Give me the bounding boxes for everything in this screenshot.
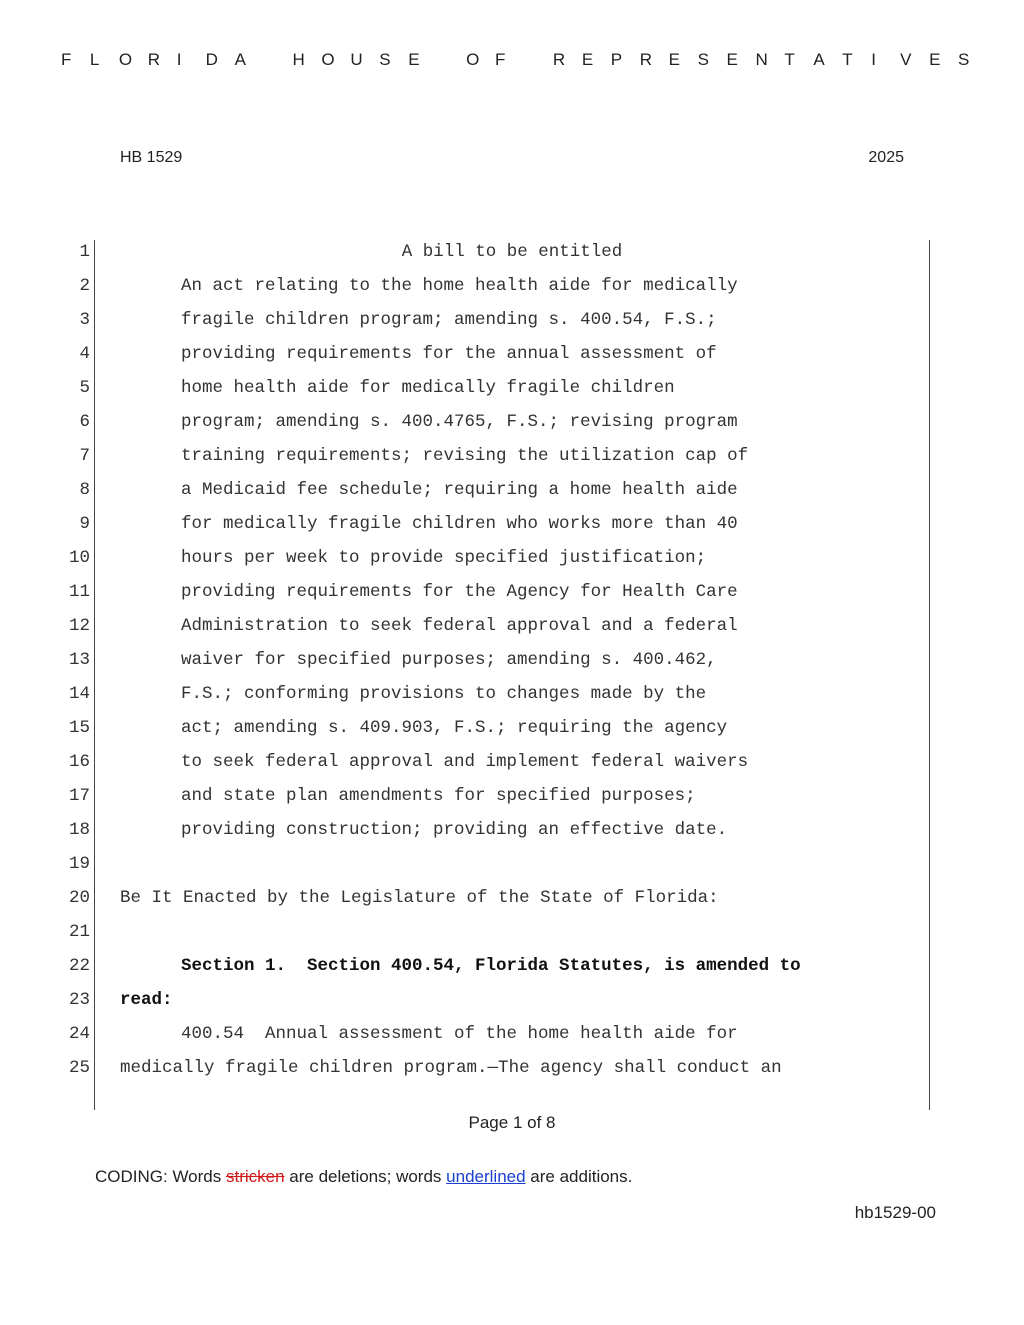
- text-line: [0, 439, 1024, 473]
- line-number: 7: [79, 446, 90, 466]
- banner-letter: L: [89, 50, 100, 69]
- line-text: training requirements; revising the utilization cap of: [181, 446, 749, 466]
- banner-letter: S: [958, 50, 970, 69]
- line-number: 23: [68, 990, 90, 1010]
- section-heading: read:: [120, 990, 173, 1010]
- banner-letter: H: [292, 50, 305, 69]
- text-line: [0, 643, 1024, 677]
- line-number: 2: [79, 276, 90, 296]
- banner-letter: R: [552, 50, 566, 69]
- text-line: [0, 269, 1024, 303]
- coding-suffix: are additions.: [525, 1167, 633, 1186]
- document-id: hb1529-00: [854, 1203, 936, 1222]
- stricken-sample: stricken: [225, 1167, 285, 1186]
- banner-letter: T: [784, 50, 795, 69]
- text-line: [0, 235, 1024, 269]
- line-number: 3: [79, 310, 90, 330]
- banner-letter: R: [147, 50, 161, 69]
- text-line: [0, 303, 1024, 337]
- line-number: 14: [68, 684, 90, 704]
- banner-letter: E: [668, 50, 680, 69]
- line-number: 10: [68, 548, 90, 568]
- line-number: 19: [68, 854, 90, 874]
- line-text: program; amending s. 400.4765, F.S.; revising program: [181, 412, 738, 432]
- line-text: F.S.; conforming provisions to changes made by the: [181, 684, 707, 704]
- banner-letter: O: [321, 50, 335, 69]
- text-line: [0, 575, 1024, 609]
- banner-letter: E: [408, 50, 420, 69]
- text-line: [0, 405, 1024, 439]
- line-text: act; amending s. 409.903, F.S.; requiring the agency: [181, 718, 728, 738]
- line-number: 21: [68, 922, 90, 942]
- banner-letter: A: [234, 50, 246, 69]
- banner-letter: D: [205, 50, 218, 69]
- banner-letter: O: [118, 50, 133, 69]
- line-text: fragile children program; amending s. 400.54, F.S.;: [181, 310, 717, 330]
- banner-letter: S: [697, 50, 709, 69]
- line-text: waiver for specified purposes; amending s. 400.462,: [181, 650, 717, 670]
- line-number: 12: [68, 616, 90, 636]
- chamber-banner: [0, 50, 1024, 74]
- line-text: a Medicaid fee schedule; requiring a home health aide: [181, 480, 738, 500]
- bill-text: [0, 235, 1024, 1085]
- line-text: providing requirements for the annual assessment of: [181, 344, 717, 364]
- line-number: 20: [68, 888, 90, 908]
- banner-letter: F: [61, 50, 72, 69]
- text-line: [0, 609, 1024, 643]
- coding-legend: [95, 1167, 632, 1187]
- banner-letter: E: [581, 50, 594, 69]
- line-number: 15: [68, 718, 90, 738]
- text-line: [0, 1051, 1024, 1085]
- text-line: [0, 473, 1024, 507]
- line-text: and state plan amendments for specified purposes;: [181, 786, 696, 806]
- line-number: 4: [79, 344, 90, 364]
- text-line: [0, 813, 1024, 847]
- underlined-sample: underlined: [446, 1167, 526, 1186]
- line-text: to seek federal approval and implement federal waivers: [181, 752, 749, 772]
- text-line: [0, 881, 1024, 915]
- line-text: medically fragile children program.—The agency shall conduct an: [120, 1058, 782, 1078]
- line-number: 8: [79, 480, 90, 500]
- line-number: 1: [79, 242, 90, 262]
- line-text: providing construction; providing an effective date.: [181, 820, 728, 840]
- line-number: 25: [68, 1058, 90, 1078]
- banner-letter: R: [639, 50, 652, 69]
- line-number: 16: [68, 752, 90, 772]
- banner-letter: I: [176, 50, 182, 69]
- banner-letter: U: [350, 50, 363, 69]
- text-line: [0, 711, 1024, 745]
- line-text: hours per week to provide specified justification;: [181, 548, 707, 568]
- line-number: 22: [68, 956, 90, 976]
- section-heading: Section 1. Section 400.54, Florida Statutes, is amended to: [181, 956, 801, 976]
- page-indicator: Page 1 of 8: [468, 1113, 556, 1132]
- line-text: 400.54 Annual assessment of the home health aide for: [181, 1024, 738, 1044]
- text-line: [0, 1017, 1024, 1051]
- text-line: [0, 337, 1024, 371]
- banner-letter: P: [610, 50, 623, 69]
- text-line: [0, 949, 1024, 983]
- line-number: 5: [79, 378, 90, 398]
- text-line: [0, 915, 1024, 949]
- session-year: 2025: [868, 149, 904, 166]
- text-line: [0, 983, 1024, 1017]
- line-text: Administration to seek federal approval and a federal: [181, 616, 738, 636]
- banner-letter: E: [726, 50, 738, 69]
- line-number: 24: [68, 1024, 90, 1044]
- banner-letter: T: [842, 50, 853, 69]
- banner-letter: O: [466, 50, 480, 69]
- line-number: 6: [79, 412, 90, 432]
- text-line: [0, 847, 1024, 881]
- banner-letter: S: [379, 50, 391, 69]
- text-line: [0, 371, 1024, 405]
- banner-letter: A: [813, 50, 825, 69]
- banner-letter: E: [929, 50, 941, 69]
- text-line: [0, 745, 1024, 779]
- text-line: [0, 779, 1024, 813]
- banner-letter: N: [755, 50, 768, 69]
- text-line: [0, 677, 1024, 711]
- enacting-clause: Be It Enacted by the Legislature of the State of Florida:: [120, 888, 719, 908]
- bill-number: HB 1529: [120, 149, 183, 166]
- text-line: [0, 541, 1024, 575]
- banner-letter: F: [495, 50, 506, 69]
- line-text: providing requirements for the Agency for Health Care: [181, 582, 738, 602]
- banner-letter: V: [900, 50, 912, 69]
- line-number: 9: [79, 514, 90, 534]
- line-number: 13: [68, 650, 90, 670]
- banner-letter: I: [871, 50, 876, 69]
- line-text: home health aide for medically fragile children: [181, 378, 675, 398]
- line-text: An act relating to the home health aide for medically: [181, 276, 738, 296]
- text-line: [0, 507, 1024, 541]
- bill-title: A bill to be entitled: [401, 242, 623, 262]
- line-text: for medically fragile children who works more than 40: [181, 514, 738, 534]
- coding-middle: are deletions; words: [284, 1167, 447, 1186]
- line-number: 18: [68, 820, 90, 840]
- coding-prefix: CODING: Words: [95, 1167, 226, 1186]
- line-number: 11: [68, 582, 90, 602]
- line-number: 17: [68, 786, 90, 806]
